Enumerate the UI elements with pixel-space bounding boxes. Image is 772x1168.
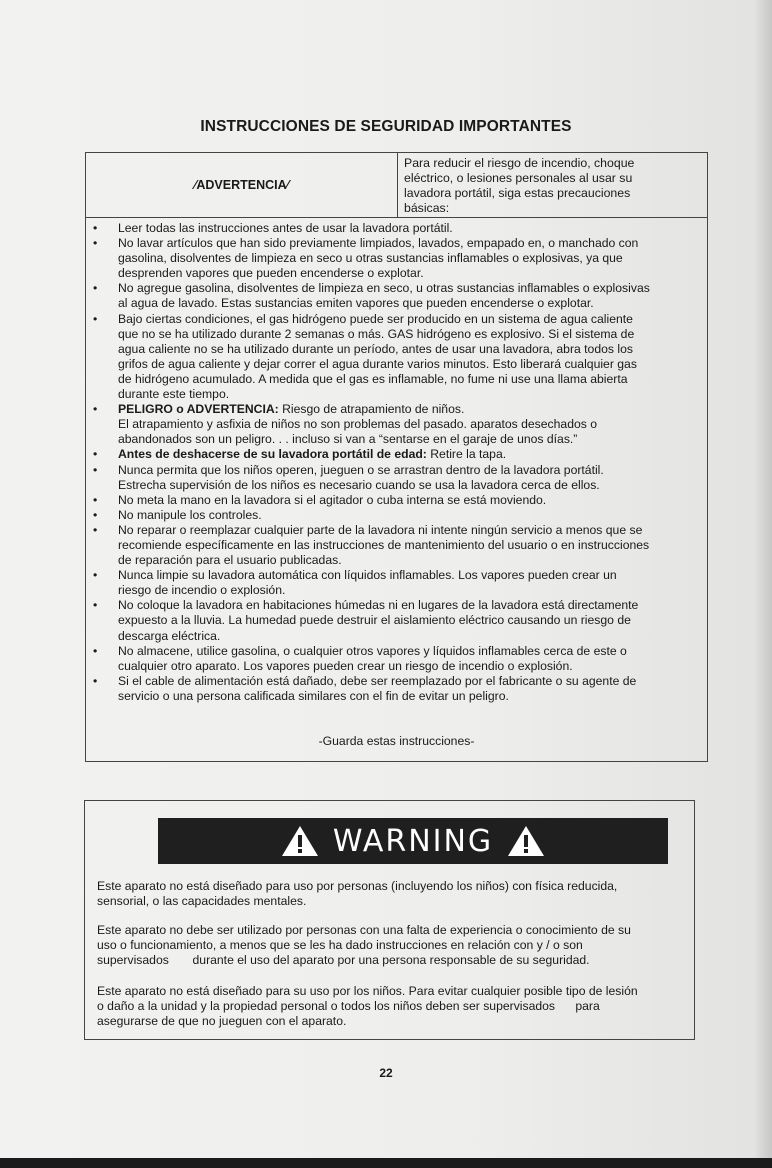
warning-box (84, 800, 695, 1040)
safety-item (92, 598, 702, 643)
warning-line: Este aparato no está diseñado para su uso por los niños. Para evitar cualquier posible tipo de lesión (97, 984, 638, 998)
safety-item (92, 523, 702, 568)
safety-item-emphasis: Antes de deshacerse de su lavadora portátil de edad: (118, 447, 427, 462)
safety-item-line: desprenden vapores que pueden encenderse o explotar. (118, 266, 424, 281)
warning-line: sensorial, o las capacidades mentales. (97, 894, 307, 909)
scan-edge (0, 1158, 772, 1168)
safety-item-line: • Bajo ciertas condiciones, el gas hidrógeno puede ser producido en un sistema de agua caliente (118, 311, 633, 326)
safety-item-line: Estrecha supervisión de los niños es necesario cuando se usa la lavadora cerca de ellos. (118, 477, 600, 492)
safety-item-line: servicio o una persona calificada similares con el fin de evitar un peligro. (118, 688, 509, 703)
safety-item-line: agua caliente no se ha utilizado durante un período, antes de usar una lavadora, abra todos los (118, 341, 633, 356)
safety-item-line: al agua de lavado. Estas sustancias emiten vapores que pueden encenderse o explotar. (118, 296, 594, 311)
warning-triangle-icon (281, 825, 319, 857)
safety-item-line: El atrapamiento y asfixia de niños no son problemas del pasado. aparatos desechados o (118, 417, 598, 432)
safety-item (92, 402, 702, 417)
safety-item-line: riesgo de incendio o explosión. (118, 583, 286, 598)
page-shadow (754, 0, 772, 1168)
warning-line: uso o funcionamiento, a menos que se les ha dado instrucciones en relación con y / o son (97, 938, 583, 953)
safety-item-line: • No meta la mano en la lavadora si el agitador o cuba interna se está moviendo. (118, 492, 547, 507)
warning-line: Este aparato no debe ser utilizado por personas con una falta de experiencia o conocimiento de su (97, 923, 631, 937)
safety-item-line: • No almacene, utilice gasolina, o cualquier otros vapores y líquidos inflamables cerca de este o (118, 643, 627, 658)
advertencia-heading: ⁄ADVERTENCIA⁄ (86, 153, 398, 217)
safety-item-line: • Nunca limpie su lavadora automática con líquidos inflamables. Los vapores pueden crear un (118, 568, 617, 583)
safety-item-line: • No agregue gasolina, disolventes de limpieza en seco, u otras sustancias inflamables o explosivas (118, 281, 650, 296)
warning-line: supervisados durante el uso del aparato por una persona responsable de su seguridad. (97, 953, 590, 968)
safety-item-line: • No manipule los controles. (118, 507, 262, 522)
warning-banner (158, 818, 668, 864)
safety-item-line: gasolina, disolventes de limpieza en seco u otras sustancias inflamables o explosivas, ya que (118, 251, 623, 266)
safety-item-line: • Nunca permita que los niños operen, jueguen o se arrastran dentro de la lavadora portátil. (118, 462, 604, 477)
safety-item-line: cualquier otro aparato. Los vapores pueden crear un riesgo de incendio o explosión. (118, 658, 573, 673)
warning-label: WARNING (332, 823, 494, 859)
safety-item-line: de reparación para el usuario publicadas. (118, 553, 342, 568)
intro-line: Para reducir el riesgo de incendio, choque (404, 156, 635, 170)
safety-item (92, 281, 702, 311)
warning-triangle-icon (507, 825, 545, 857)
intro-line: básicas: (404, 201, 450, 215)
safety-item-emphasis: PELIGRO o ADVERTENCIA: (118, 402, 279, 417)
safety-item (92, 674, 702, 704)
warning-line: o daño a la unidad y la propiedad personal o todos los niños deben ser supervisados para (97, 999, 600, 1014)
safety-item (92, 463, 702, 493)
advertencia-box (85, 152, 708, 762)
safety-item-line: durante este tiempo. (118, 387, 230, 402)
page-title: INSTRUCCIONES DE SEGURIDAD IMPORTANTES (200, 118, 572, 135)
warning-line: Este aparato no está diseñado para uso por personas (incluyendo los niños) con física reducida, (97, 879, 618, 893)
guarda-instrucciones: -Guarda estas instrucciones- (318, 734, 475, 748)
safety-item-line: • No lavar artículos que han sido previamente limpiados, lavados, empapado en, o manchado con (118, 236, 639, 251)
safety-item-line (118, 447, 702, 462)
safety-item-line: • No coloque la lavadora en habitaciones húmedas ni en lugares de la lavadora está directamente (118, 598, 639, 613)
advertencia-intro (404, 156, 700, 216)
warning-paragraph (97, 984, 687, 1030)
safety-item (92, 312, 702, 403)
safety-item-line: de hidrógeno acumulado. A medida que el gas es inflamable, no fume ni use una llama abierta (118, 371, 628, 386)
safety-item (92, 644, 702, 674)
safety-item-line: descarga eléctrica. (118, 628, 221, 643)
safety-item-line: • Leer todas las instrucciones antes de usar la lavadora portátil. (118, 221, 453, 235)
safety-item (92, 447, 702, 462)
safety-item-line: recomiende específicamente en las instrucciones de mantenimiento del usuario o en instrucciones (118, 537, 650, 552)
page-number: 22 (379, 1066, 393, 1080)
safety-item-line (118, 402, 702, 417)
warning-paragraph (97, 879, 687, 909)
safety-item-line: grifos de agua caliente y dejar correr el agua durante varios minutos. Esto liberará cualquier gas (118, 356, 637, 371)
safety-item-text: Riesgo de atrapamiento de niños. (278, 402, 465, 417)
safety-item-line: • Si el cable de alimentación está dañado, debe ser reemplazado por el fabricante o su agente de (118, 673, 637, 688)
safety-item-line: • No reparar o reemplazar cualquier parte de la lavadora ni intente ningún servicio a menos que se (118, 522, 643, 537)
safety-item (92, 508, 702, 523)
warning-paragraph (97, 923, 687, 969)
intro-line: eléctrico, o lesiones personales al usar su (404, 171, 633, 185)
safety-item-line: expuesto a la lluvia. La humedad puede destruir el aislamiento eléctrico causando un riesgo de (118, 613, 631, 628)
safety-item (92, 493, 702, 508)
safety-list (92, 221, 702, 704)
safety-item-line: abandonados son un peligro. . . incluso si van a “sentarse en el garaje de unos días.” (118, 432, 578, 447)
warning-line: asegurarse de que no jueguen con el aparato. (97, 1014, 347, 1029)
safety-item-line: que no se ha utilizado durante 2 semanas o más. GAS hidrógeno es explosivo. Si el sistema de (118, 326, 635, 341)
safety-item (92, 236, 702, 281)
safety-item (92, 417, 702, 447)
safety-item (92, 221, 702, 236)
intro-line: lavadora portátil, siga estas precauciones (404, 186, 631, 200)
safety-item (92, 568, 702, 598)
advertencia-header (86, 153, 707, 218)
safety-item-text: Retire la tapa. (426, 447, 507, 462)
